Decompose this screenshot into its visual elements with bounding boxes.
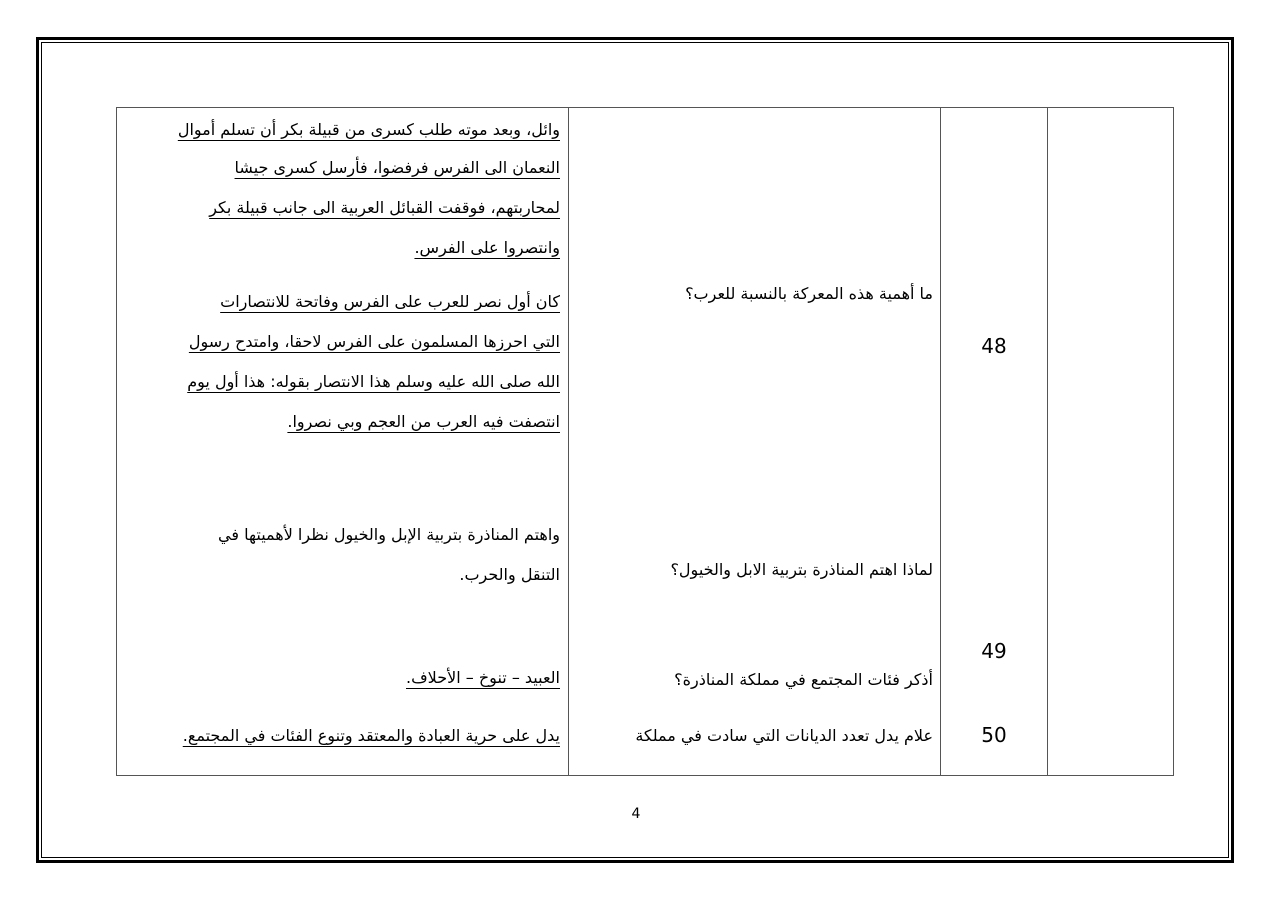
answer-48-line-8: انتصفت فيه العرب من العجم وبي نصروا.	[287, 412, 560, 431]
answer-48-line-1: وائل، وبعد موته طلب كسرى من قبيلة بكر أن تسلم أموال	[177, 120, 560, 139]
question-50: علام يدل تعدد الديانات التي سادت في مملكة	[635, 726, 933, 745]
answer-48-line-7: الله صلى الله عليه وسلم هذا الانتصار بقوله: هذا أول يوم	[187, 372, 560, 391]
question-48: ما أهمية هذه المعركة بالنسبة للعرب؟	[685, 284, 933, 303]
answer-48-line-4: وانتصروا على الفرس.	[414, 238, 560, 257]
row-number-49: 49	[981, 639, 1007, 663]
column-divider-answer	[568, 107, 569, 776]
answer-horses-line-1: واهتم المناذرة بتربية الإبل والخيول نظرا لأهميتها في	[218, 525, 560, 544]
answer-50: يدل على حرية العبادة والمعتقد وتنوع الفئات في المجتمع.	[182, 726, 560, 745]
answer-48-line-5: كان أول نصر للعرب على الفرس وفاتحة للانتصارات	[220, 292, 560, 311]
answer-48-line-3: لمحاربتهم، فوقفت القبائل العربية الى جانب قبيلة بكر	[209, 198, 560, 217]
answer-48-line-2: النعمان الى الفرس فرفضوا، فأرسل كسرى جيشا	[234, 158, 560, 177]
row-number-48: 48	[981, 334, 1007, 358]
column-divider-question	[940, 107, 941, 776]
row-number-50: 50	[981, 723, 1007, 747]
page-number: 4	[631, 806, 641, 822]
answer-49: العبيد – تنوخ – الأحلاف.	[406, 668, 560, 687]
question-horses: لماذا اهتم المناذرة بتربية الابل والخيول؟	[670, 560, 933, 579]
column-divider-number	[1047, 107, 1048, 776]
answer-horses-line-2: التنقل والحرب.	[459, 565, 560, 584]
question-49: أذكر فئات المجتمع في مملكة المناذرة؟	[674, 670, 933, 689]
answer-48-line-6: التي احرزها المسلمون على الفرس لاحقا، وامتدح رسول	[188, 332, 560, 351]
